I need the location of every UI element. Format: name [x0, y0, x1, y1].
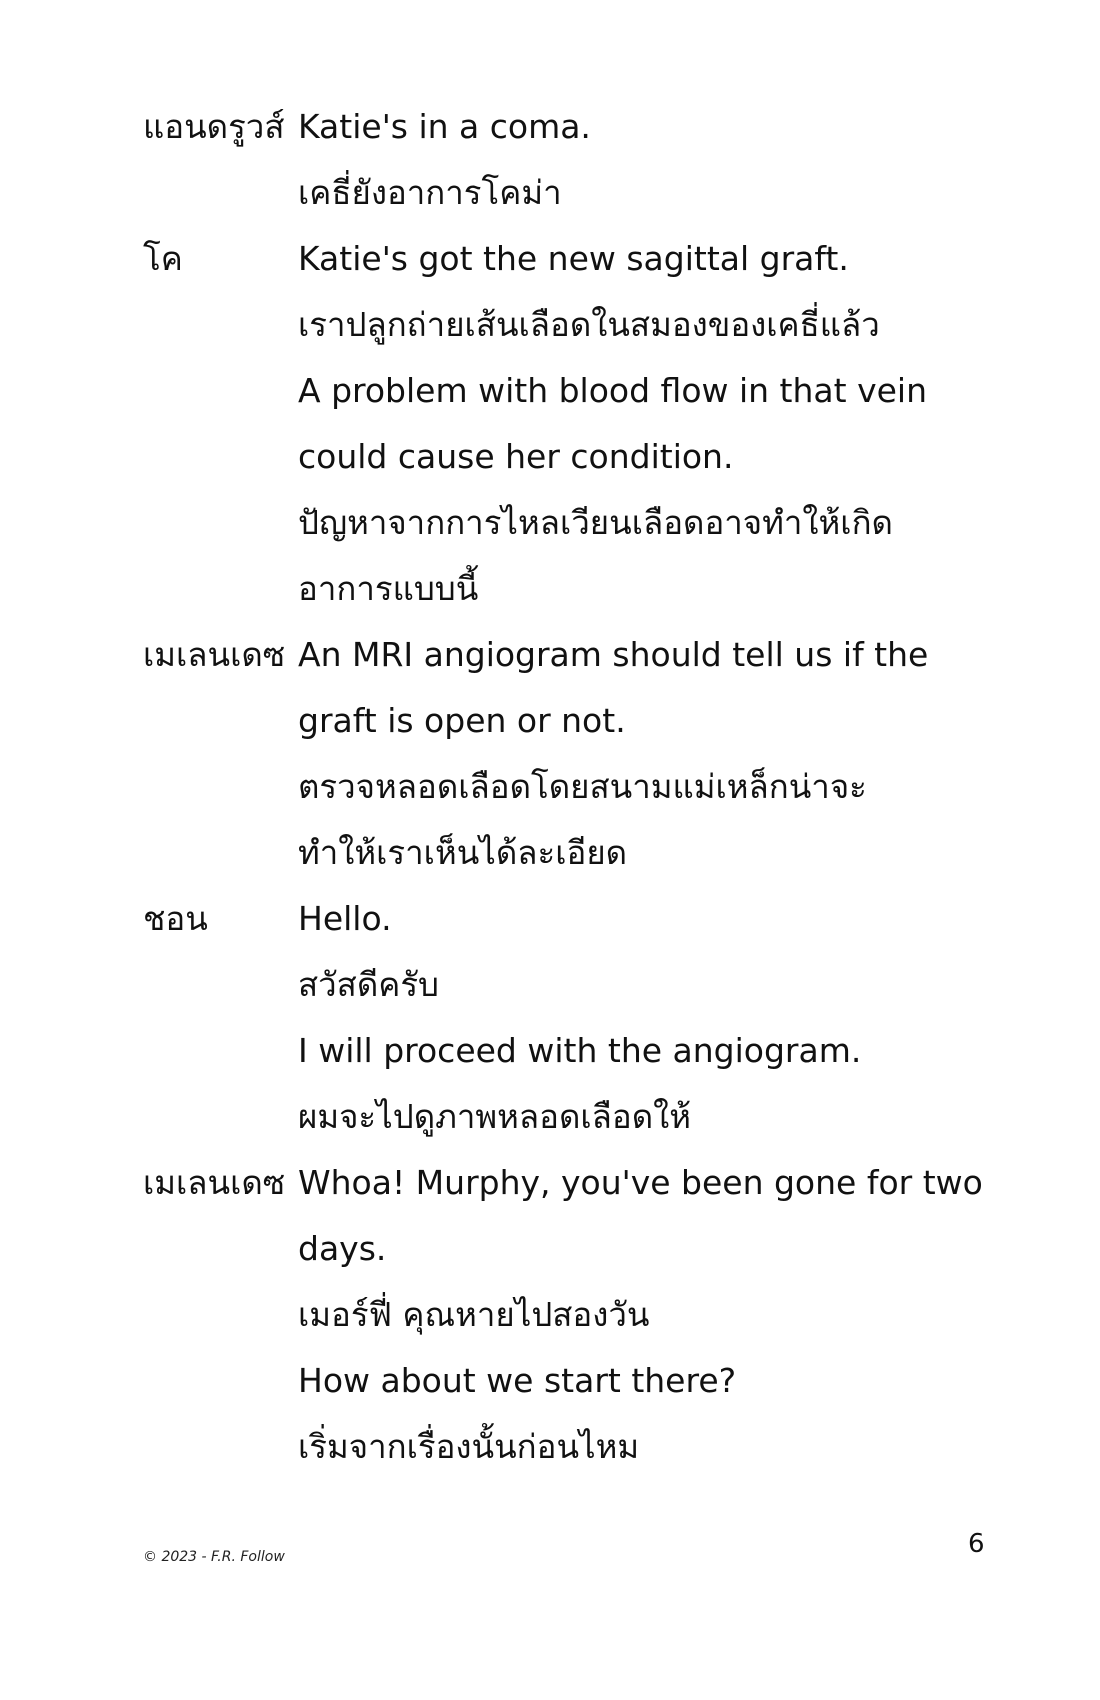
dialogue-line: สวัสดีครับ	[298, 965, 439, 1004]
speaker-name: ชอน	[143, 899, 208, 938]
dialogue-line: How about we start there?	[298, 1361, 737, 1400]
dialogue-line: ผมจะไปดูภาพหลอดเลือดให้	[298, 1097, 692, 1136]
dialogue-line: An MRI angiogram should tell us if the	[298, 635, 929, 674]
dialogue-lines	[298, 1150, 983, 1480]
dialogue-line: graft is open or not.	[298, 701, 626, 740]
speaker-name: โค	[143, 239, 183, 278]
dialogue-script	[143, 94, 983, 1480]
dialogue-lines	[298, 226, 973, 622]
dialogue-line: Katie's in a coma.	[298, 107, 591, 146]
dialogue-line: A problem with blood flow in that vein	[298, 371, 927, 410]
dialogue-line: ทำให้เราเห็นได้ละเอียด	[298, 833, 628, 872]
dialogue-line: เมอร์ฟี่ คุณหายไปสองวัน	[298, 1295, 650, 1334]
dialogue-line: Hello.	[298, 899, 392, 938]
dialogue-entry	[143, 622, 973, 886]
speaker-name: เมเลนเดซ	[143, 635, 286, 674]
page-number: 6	[968, 1529, 985, 1559]
dialogue-line: days.	[298, 1229, 387, 1268]
dialogue-line: could cause her condition.	[298, 437, 734, 476]
dialogue-entry	[143, 226, 973, 622]
dialogue-line: ปัญหาจากการไหลเวียนเลือดอาจทำให้เกิด	[298, 503, 893, 542]
dialogue-lines	[298, 622, 973, 886]
dialogue-entry	[143, 94, 973, 226]
dialogue-line: I will proceed with the angiogram.	[298, 1031, 862, 1070]
dialogue-line: Whoa! Murphy, you've been gone for two	[298, 1163, 983, 1202]
dialogue-line: เริ่มจากเรื่องนั้นก่อนไหม	[298, 1427, 640, 1466]
dialogue-line: เราปลูกถ่ายเส้นเลือดในสมองของเคธี่แล้ว	[298, 305, 880, 344]
dialogue-lines	[298, 94, 973, 226]
dialogue-line: ตรวจหลอดเลือดโดยสนามแม่เหล็กน่าจะ	[298, 767, 867, 806]
dialogue-lines	[298, 886, 973, 1150]
dialogue-line: Katie's got the new sagittal graft.	[298, 239, 849, 278]
copyright-notice: © 2023 - F.R. Follow	[143, 1549, 285, 1565]
dialogue-entry	[143, 886, 973, 1150]
dialogue-line: อาการแบบนี้	[298, 569, 479, 608]
speaker-name: แอนดรูวส์	[143, 107, 285, 146]
dialogue-entry	[143, 1150, 983, 1480]
dialogue-line: เคธี่ยังอาการโคม่า	[298, 173, 562, 212]
speaker-name: เมเลนเดซ	[143, 1163, 286, 1202]
